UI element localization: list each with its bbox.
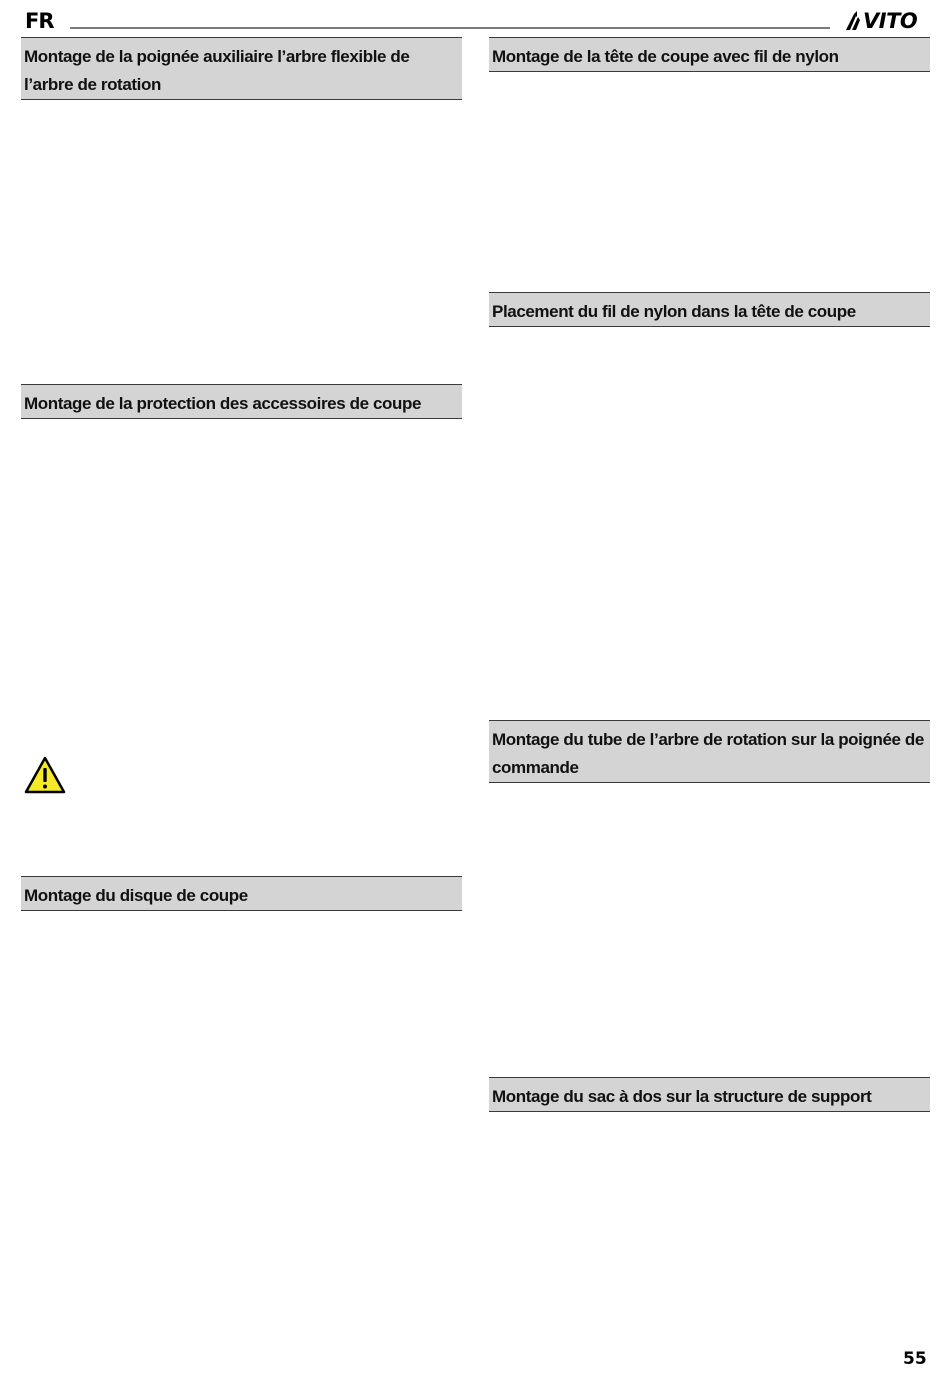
warning-triangle-icon	[24, 756, 66, 794]
section-heading-aux-handle	[21, 37, 462, 100]
section-heading-shaft-tube	[489, 720, 930, 783]
section-heading-text: Montage de la poignée auxiliaire l’arbre flexible de l’arbre de rotation	[24, 47, 410, 94]
brand-name: VITO	[863, 9, 918, 33]
section-heading-nylon-wire	[489, 292, 930, 327]
section-heading-text: Montage du disque de coupe	[24, 886, 248, 905]
section-heading-text: Montage du sac à dos sur la structure de support	[492, 1087, 872, 1106]
brand-logo	[845, 9, 917, 33]
section-heading-text: Montage du tube de l’arbre de rotation sur la poignée de commande	[492, 730, 924, 777]
language-code: FR	[25, 9, 54, 33]
section-heading-nylon-head	[489, 37, 930, 72]
section-heading-disc	[21, 876, 462, 911]
section-heading-backpack	[489, 1077, 930, 1112]
section-heading-text: Montage de la protection des accessoires de coupe	[24, 394, 422, 413]
page-number: 55	[903, 1349, 927, 1369]
section-heading-guard	[21, 384, 462, 419]
section-heading-text: Placement du fil de nylon dans la tête de coupe	[492, 302, 856, 321]
section-heading-text: Montage de la tête de coupe avec fil de nylon	[492, 47, 839, 66]
vito-logo-icon	[845, 11, 861, 31]
header-rule	[70, 27, 830, 29]
